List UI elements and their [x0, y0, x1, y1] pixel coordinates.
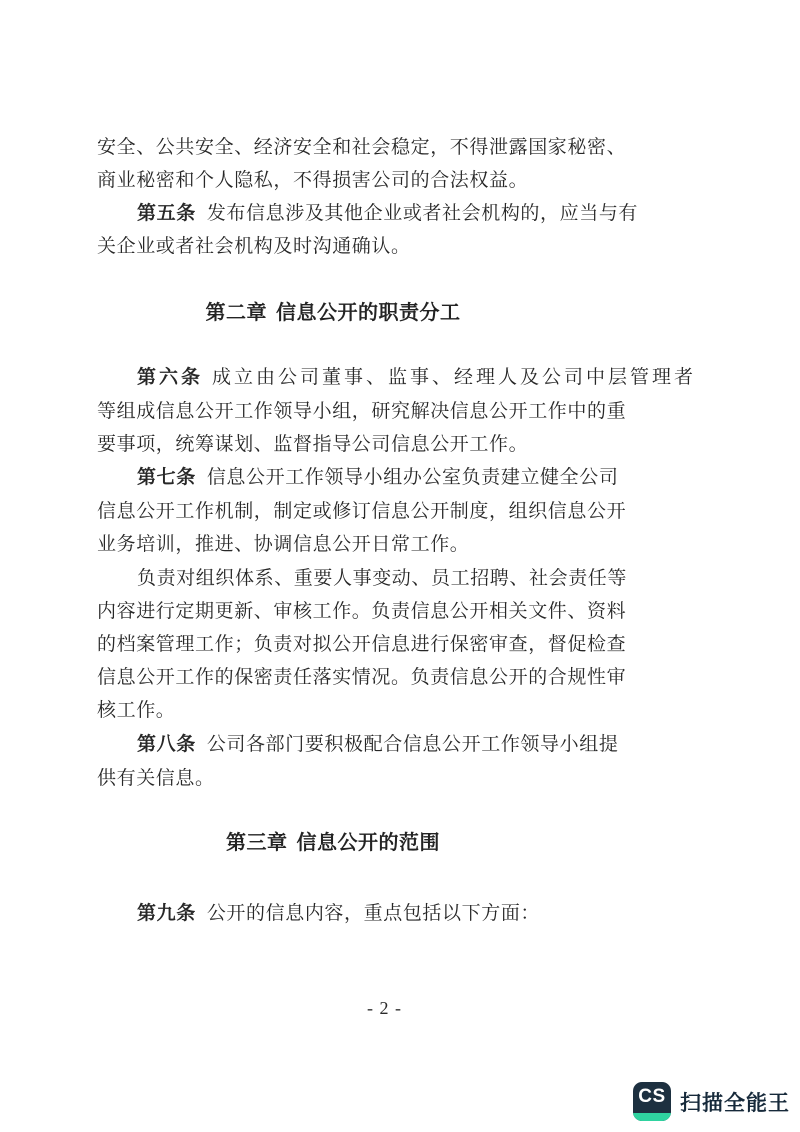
body-line: 内容进行定期更新、审核工作。负责信息公开相关文件、资料 — [97, 601, 627, 622]
chapter3-title: 信息公开的范围 — [296, 832, 440, 854]
logo-accent-bar — [633, 1113, 671, 1121]
article8-line — [97, 731, 777, 758]
article8-text: 公司各部门要积极配合信息公开工作领导小组提 — [206, 734, 619, 755]
body-line: 供有关信息。 — [97, 768, 215, 789]
article6-text: 成立由公司董事、监事、经理人及公司中层管理者 — [212, 367, 697, 388]
article5-line — [97, 200, 777, 227]
chapter2-title: 信息公开的职责分工 — [276, 302, 461, 324]
body-line: 核工作。 — [97, 700, 176, 721]
article9-line — [97, 900, 777, 927]
body-line: 的档案管理工作；负责对拟公开信息进行保密审查，督促检查 — [97, 634, 627, 655]
article5-label: 第五条 — [137, 203, 196, 224]
article8-label: 第八条 — [137, 734, 196, 755]
body-line: 负责对组织体系、重要人事变动、员工招聘、社会责任等 — [137, 568, 628, 589]
camscanner-logo-icon — [633, 1082, 671, 1121]
body-line: 要事项，统筹谋划、监督指导公司信息公开工作。 — [97, 434, 529, 455]
article7-line — [97, 464, 777, 491]
article7-label: 第七条 — [137, 467, 196, 488]
body-line: 等组成信息公开工作领导小组，研究解决信息公开工作中的重 — [97, 401, 627, 422]
article9-text: 公开的信息内容，重点包括以下方面： — [206, 903, 541, 924]
body-line: 安全、公共安全、经济安全和社会稳定，不得泄露国家秘密、 — [97, 137, 627, 158]
chapter2-number: 第二章 — [205, 302, 267, 324]
body-line: 业务培训，推进、协调信息公开日常工作。 — [97, 534, 470, 555]
body-line: 商业秘密和个人隐私，不得损害公司的合法权益。 — [97, 170, 529, 191]
body-line: 关企业或者社会机构及时沟通确认。 — [97, 236, 411, 257]
chapter3-heading — [97, 830, 569, 856]
article5-text: 发布信息涉及其他企业或者社会机构的，应当与有 — [206, 203, 639, 224]
article9-label: 第九条 — [137, 903, 196, 924]
camscanner-watermark — [633, 1082, 790, 1121]
article7-text: 信息公开工作领导小组办公室负责建立健全公司 — [206, 467, 619, 488]
body-line: 信息公开工作的保密责任落实情况。负责信息公开的合规性审 — [97, 667, 627, 688]
article6-line — [97, 364, 777, 391]
page-number: - 2 - — [367, 998, 402, 1018]
camscanner-app-name: 扫描全能王 — [680, 1091, 790, 1115]
body-line: 信息公开工作机制，制定或修订信息公开制度，组织信息公开 — [97, 501, 627, 522]
chapter3-number: 第三章 — [226, 832, 288, 854]
chapter2-heading — [97, 300, 569, 326]
article6-label: 第六条 — [137, 367, 204, 388]
logo-initials: CS — [638, 1086, 666, 1107]
